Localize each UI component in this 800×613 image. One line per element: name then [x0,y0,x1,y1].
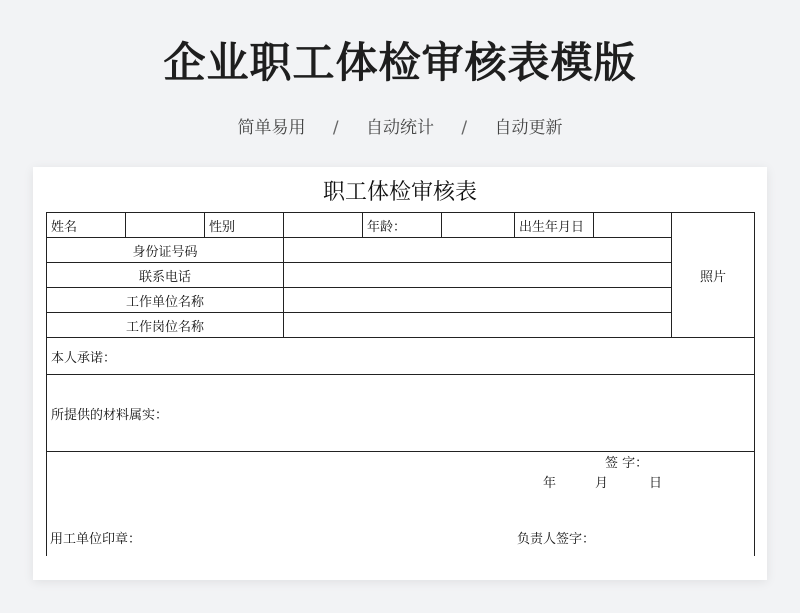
gender-value-cell[interactable] [284,213,363,238]
id-label: 身份证号码 [47,238,284,263]
year-label: 年 [543,476,557,491]
truth-row [47,375,755,452]
phone-value-cell[interactable] [284,263,672,288]
tag-auto-stats: 自动统计 [366,118,434,138]
form-title: 职工体检审核表 [322,180,477,205]
age-label: 年龄： [363,213,442,238]
position-row [47,313,755,338]
truth-label: 所提供的材料属实： [51,407,169,423]
employer-row [47,288,755,313]
gender-label: 性别 [205,213,284,238]
manager-sign-label: 负责人签字： [517,532,596,547]
stamp-label: 用工单位印章： [50,532,142,547]
month-label: 月 [595,476,609,491]
photo-cell[interactable]: 照片 [672,213,755,338]
phone-label: 联系电话 [47,263,284,288]
tag-easy: 简单易用 [237,118,306,138]
day-label: 日 [649,476,663,491]
exam-form-table [46,212,755,556]
truth-cell[interactable] [47,375,755,452]
id-value-cell[interactable] [284,238,672,263]
basic-info-row [47,213,755,238]
phone-row [47,263,755,288]
promise-cell[interactable] [47,338,755,375]
promise-label: 本人承诺： [51,350,117,366]
promise-row [47,338,755,375]
feature-tags [0,113,800,138]
id-row [47,238,755,263]
signature-cell[interactable] [47,452,755,557]
name-label: 姓名 [47,213,126,238]
birth-label: 出生年月日 [515,213,594,238]
sign-label: 签 字： [605,456,649,471]
employer-label: 工作单位名称 [47,288,284,313]
birth-value-cell[interactable] [594,213,672,238]
position-label: 工作岗位名称 [47,313,284,338]
tag-separator: / [332,118,339,138]
position-value-cell[interactable] [284,313,672,338]
tag-separator: / [461,118,468,138]
form-sheet [33,167,767,580]
name-value-cell[interactable] [126,213,205,238]
signature-row [47,452,755,557]
employer-value-cell[interactable] [284,288,672,313]
page-title: 企业职工体检审核表模版 [163,38,637,87]
age-value-cell[interactable] [442,213,515,238]
tag-auto-update: 自动更新 [494,118,563,138]
